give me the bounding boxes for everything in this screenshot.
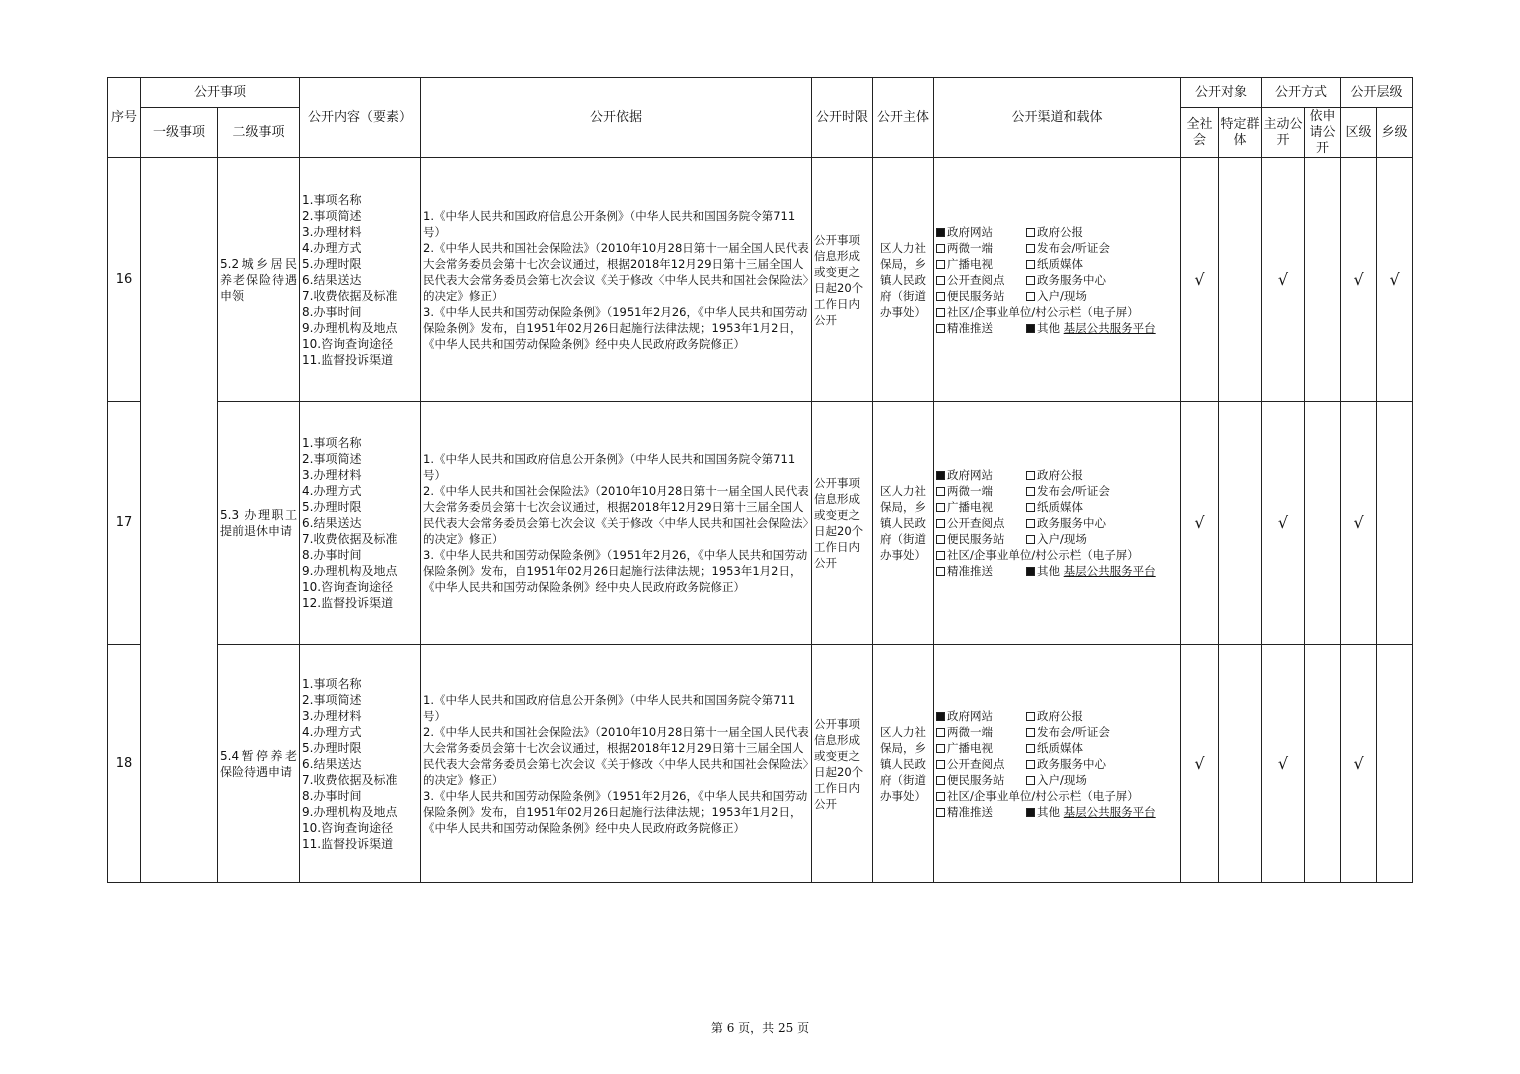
tick-district: √ (1341, 402, 1377, 645)
checkbox-icon (936, 228, 945, 237)
channel-label: 政府网站 (947, 224, 994, 239)
tick-district: √ (1341, 158, 1377, 402)
checkbox-icon (1026, 712, 1035, 721)
checkbox-icon (936, 792, 945, 801)
tick-town: √ (1377, 158, 1413, 402)
element-item: 6.结果送达 (302, 516, 362, 530)
channel-label: 纸质媒体 (1037, 256, 1084, 271)
element-item: 6.结果送达 (302, 756, 362, 771)
channel-label: 广播电视 (947, 256, 994, 271)
element-item: 7.收费依据及标准 (302, 772, 398, 787)
channel-label: 政务服务中心 (1037, 516, 1107, 530)
row-seq: 17 (108, 402, 141, 645)
channel-label: 发布会/听证会 (1037, 724, 1110, 739)
checkbox-icon (1026, 228, 1035, 237)
checkbox-icon (936, 760, 945, 769)
element-item: 11.监督投诉渠道 (302, 352, 394, 367)
disclosure-table (107, 77, 1413, 883)
channel-label: 便民服务站 (947, 532, 1005, 546)
basis-item: 3.《中华人民共和国劳动保险条例》（1951年2月26，《中华人民共和国劳动保险条例》发布，自1951年02月26日起施行法律法规；1953年1月2日，《中华人民共和国劳动保险条例》经中央人民政府政务院修正） (423, 548, 808, 594)
channel-list (934, 645, 1181, 883)
checkbox-icon (936, 244, 945, 253)
level1-cell (141, 158, 218, 883)
content-elements (300, 158, 421, 402)
channel-label: 公开查阅点 (947, 516, 1005, 530)
channel-other-text: 基层公共服务平台 (1063, 804, 1156, 819)
checkbox-icon (936, 292, 945, 301)
element-item: 1.事项名称 (302, 676, 362, 691)
channel-label: 社区/企事业单位/村公示栏（电子屏） (947, 304, 1139, 319)
channel-label: 两微一端 (947, 240, 994, 255)
element-item: 5.办理时限 (302, 256, 362, 271)
basis-item: 3.《中华人民共和国劳动保险条例》（1951年2月26，《中华人民共和国劳动保险条例》发布，自1951年02月26日起施行法律法规；1953年1月2日，《中华人民共和国劳动保险条例》经中央人民政府政务院修正） (423, 304, 808, 351)
checkbox-icon (1026, 324, 1035, 333)
tick-all: √ (1181, 402, 1219, 645)
tick-apply (1305, 402, 1341, 645)
channel-label: 社区/企事业单位/村公示栏（电子屏） (947, 548, 1139, 562)
level2-item: 5.2城乡居民养老保险待遇申领 (218, 158, 300, 402)
header-level-district: 区级 (1341, 108, 1377, 158)
element-item: 8.办事时间 (302, 788, 362, 803)
channel-label: 两微一端 (947, 484, 994, 498)
basis-text (421, 402, 812, 645)
checkbox-icon (1026, 503, 1035, 512)
checkbox-icon (936, 567, 945, 576)
subject: 区人力社保局，乡镇人民政府（街道办事处） (873, 158, 934, 402)
channel-label: 公开查阅点 (947, 756, 1005, 771)
basis-item: 2.《中华人民共和国社会保险法》（2010年10月28日第十一届全国人民代表大会常务委员会第十七次会议通过，根据2018年12月29日第十三届全国人民代表大会常务委员会第七次会议《关于修改〈中华人民共和国社会保险法〉的决定》修正） (423, 724, 809, 787)
header-basis: 公开依据 (421, 78, 812, 158)
element-item: 4.办理方式 (302, 724, 362, 739)
tick-specific (1219, 645, 1262, 883)
channel-label: 社区/企事业单位/村公示栏（电子屏） (947, 788, 1139, 803)
element-item: 2.事项简述 (302, 692, 362, 707)
channel-label: 其他 (1037, 804, 1061, 819)
tick-apply (1305, 645, 1341, 883)
channel-label: 政府公报 (1037, 468, 1084, 482)
header-method-group: 公开方式 (1262, 78, 1341, 108)
row-seq: 16 (108, 158, 141, 402)
channel-label: 广播电视 (947, 740, 994, 755)
channel-list (934, 402, 1181, 645)
time-limit: 公开事项信息形成或变更之日起20个工作日内公开 (812, 158, 873, 402)
content-elements (300, 402, 421, 645)
tick-specific (1219, 158, 1262, 402)
element-item: 10.咨询查询途径 (302, 580, 394, 594)
element-item: 1.事项名称 (302, 192, 362, 207)
header-time-limit: 公开时限 (812, 78, 873, 158)
checkbox-icon (936, 487, 945, 496)
checkbox-icon (1026, 567, 1035, 576)
header-level2: 二级事项 (218, 108, 300, 158)
checkbox-icon (1026, 760, 1035, 769)
channel-label: 纸质媒体 (1037, 500, 1084, 514)
subject: 区人力社保局，乡镇人民政府（街道办事处） (873, 645, 934, 883)
basis-item: 2.《中华人民共和国社会保险法》（2010年10月28日第十一届全国人民代表大会常务委员会第十七次会议通过，根据2018年12月29日第十三届全国人民代表大会常务委员会第七次会议《关于修改〈中华人民共和国社会保险法〉的决定》修正） (423, 240, 809, 303)
element-item: 2.事项简述 (302, 208, 362, 223)
checkbox-icon (1026, 776, 1035, 785)
tick-town (1377, 402, 1413, 645)
element-item: 11.监督投诉渠道 (302, 836, 394, 851)
checkbox-icon (1026, 276, 1035, 285)
tick-town (1377, 645, 1413, 883)
tick-active: √ (1262, 402, 1305, 645)
channel-label: 精准推送 (947, 320, 994, 335)
checkbox-icon (936, 260, 945, 269)
level2-item: 5.4暂停养老保险待遇申请 (218, 645, 300, 883)
header-seq: 序号 (108, 78, 141, 158)
channel-label: 发布会/听证会 (1037, 240, 1110, 255)
checkbox-icon (936, 308, 945, 317)
channel-label: 政府公报 (1037, 224, 1084, 239)
subject: 区人力社保局，乡镇人民政府（街道办事处） (873, 402, 934, 645)
channel-label: 纸质媒体 (1037, 740, 1084, 755)
header-content: 公开内容（要素） (300, 78, 421, 158)
element-item: 7.收费依据及标准 (302, 288, 398, 303)
channel-label: 入户/现场 (1037, 532, 1087, 546)
checkbox-icon (936, 519, 945, 528)
tick-district: √ (1341, 645, 1377, 883)
header-level-group: 公开层级 (1341, 78, 1413, 108)
element-item: 9.办理机构及地点 (302, 804, 398, 819)
element-item: 4.办理方式 (302, 484, 362, 498)
element-item: 12.监督投诉渠道 (302, 596, 394, 610)
channel-label: 便民服务站 (947, 772, 1005, 787)
tick-apply (1305, 158, 1341, 402)
element-item: 3.办理材料 (302, 468, 362, 482)
header-target-group: 公开对象 (1181, 78, 1262, 108)
header-method-active: 主动公开 (1262, 108, 1305, 158)
channel-label: 其他 (1037, 320, 1061, 335)
channel-label: 精准推送 (947, 804, 994, 819)
time-limit: 公开事项信息形成或变更之日起20个工作日内公开 (812, 402, 873, 645)
element-item: 9.办理机构及地点 (302, 564, 398, 578)
header-level-town: 乡级 (1377, 108, 1413, 158)
checkbox-icon (936, 744, 945, 753)
checkbox-icon (1026, 471, 1035, 480)
channel-label: 发布会/听证会 (1037, 484, 1110, 498)
tick-specific (1219, 402, 1262, 645)
header-target-specific: 特定群体 (1219, 108, 1262, 158)
table-row (108, 402, 1413, 645)
channel-other-text: 基层公共服务平台 (1063, 320, 1156, 335)
channel-label: 政府公报 (1037, 708, 1084, 723)
element-item: 5.办理时限 (302, 740, 362, 755)
content-elements (300, 645, 421, 883)
element-item: 3.办理材料 (302, 708, 362, 723)
channel-label: 政府网站 (947, 468, 994, 482)
header-level1: 一级事项 (141, 108, 218, 158)
checkbox-icon (1026, 244, 1035, 253)
table-row (108, 158, 1413, 402)
checkbox-icon (1026, 535, 1035, 544)
element-item: 9.办理机构及地点 (302, 320, 398, 335)
basis-item: 3.《中华人民共和国劳动保险条例》（1951年2月26，《中华人民共和国劳动保险条例》发布，自1951年02月26日起施行法律法规；1953年1月2日，《中华人民共和国劳动保险条例》经中央人民政府政务院修正） (423, 788, 808, 835)
element-item: 5.办理时限 (302, 500, 362, 514)
header-channel: 公开渠道和载体 (934, 78, 1181, 158)
tick-all: √ (1181, 158, 1219, 402)
checkbox-icon (936, 712, 945, 721)
table-row (108, 645, 1413, 883)
element-item: 10.咨询查询途径 (302, 820, 394, 835)
checkbox-icon (1026, 260, 1035, 269)
basis-item: 1.《中华人民共和国政府信息公开条例》（中华人民共和国国务院令第711号） (423, 452, 796, 482)
checkbox-icon (936, 324, 945, 333)
channel-label: 便民服务站 (947, 288, 1005, 303)
basis-item: 2.《中华人民共和国社会保险法》（2010年10月28日第十一届全国人民代表大会常务委员会第十七次会议通过，根据2018年12月29日第十三届全国人民代表大会常务委员会第七次会议《关于修改〈中华人民共和国社会保险法〉的决定》修正） (423, 484, 809, 546)
checkbox-icon (1026, 808, 1035, 817)
header-target-all: 全社会 (1181, 108, 1219, 158)
checkbox-icon (936, 551, 945, 560)
element-item: 7.收费依据及标准 (302, 532, 398, 546)
checkbox-icon (936, 503, 945, 512)
basis-item: 1.《中华人民共和国政府信息公开条例》（中华人民共和国国务院令第711号） (423, 208, 796, 239)
element-item: 1.事项名称 (302, 436, 362, 450)
element-item: 6.结果送达 (302, 272, 362, 287)
checkbox-icon (936, 471, 945, 480)
channel-label: 公开查阅点 (947, 272, 1005, 287)
checkbox-icon (936, 535, 945, 544)
tick-active: √ (1262, 158, 1305, 402)
basis-text (421, 158, 812, 402)
channel-label: 两微一端 (947, 724, 994, 739)
time-limit: 公开事项信息形成或变更之日起20个工作日内公开 (812, 645, 873, 883)
header-items-group: 公开事项 (141, 78, 300, 108)
channel-list (934, 158, 1181, 402)
checkbox-icon (936, 776, 945, 785)
element-item: 10.咨询查询途径 (302, 336, 394, 351)
channel-label: 入户/现场 (1037, 772, 1087, 787)
channel-label: 其他 (1037, 564, 1061, 578)
channel-label: 入户/现场 (1037, 288, 1087, 303)
basis-item: 1.《中华人民共和国政府信息公开条例》（中华人民共和国国务院令第711号） (423, 692, 796, 723)
channel-label: 政务服务中心 (1037, 272, 1107, 287)
header-method-apply: 依申请公开 (1305, 108, 1341, 158)
channel-other-text: 基层公共服务平台 (1063, 564, 1156, 578)
tick-active: √ (1262, 645, 1305, 883)
row-seq: 18 (108, 645, 141, 883)
channel-label: 精准推送 (947, 564, 994, 578)
header-subject: 公开主体 (873, 78, 934, 158)
element-item: 8.办事时间 (302, 304, 362, 319)
checkbox-icon (1026, 744, 1035, 753)
checkbox-icon (1026, 519, 1035, 528)
channel-label: 政府网站 (947, 708, 994, 723)
checkbox-icon (1026, 487, 1035, 496)
element-item: 4.办理方式 (302, 240, 362, 255)
element-item: 3.办理材料 (302, 224, 362, 239)
channel-label: 广播电视 (947, 500, 994, 514)
checkbox-icon (1026, 728, 1035, 737)
basis-text (421, 645, 812, 883)
checkbox-icon (936, 808, 945, 817)
checkbox-icon (936, 276, 945, 285)
page-footer: 第 6 页，共 25 页 (710, 1021, 810, 1035)
channel-label: 政务服务中心 (1037, 756, 1107, 771)
element-item: 2.事项简述 (302, 452, 362, 466)
tick-all: √ (1181, 645, 1219, 883)
checkbox-icon (936, 728, 945, 737)
element-item: 8.办事时间 (302, 548, 362, 562)
checkbox-icon (1026, 292, 1035, 301)
level2-item: 5.3 办理职工提前退休申请 (218, 402, 300, 645)
